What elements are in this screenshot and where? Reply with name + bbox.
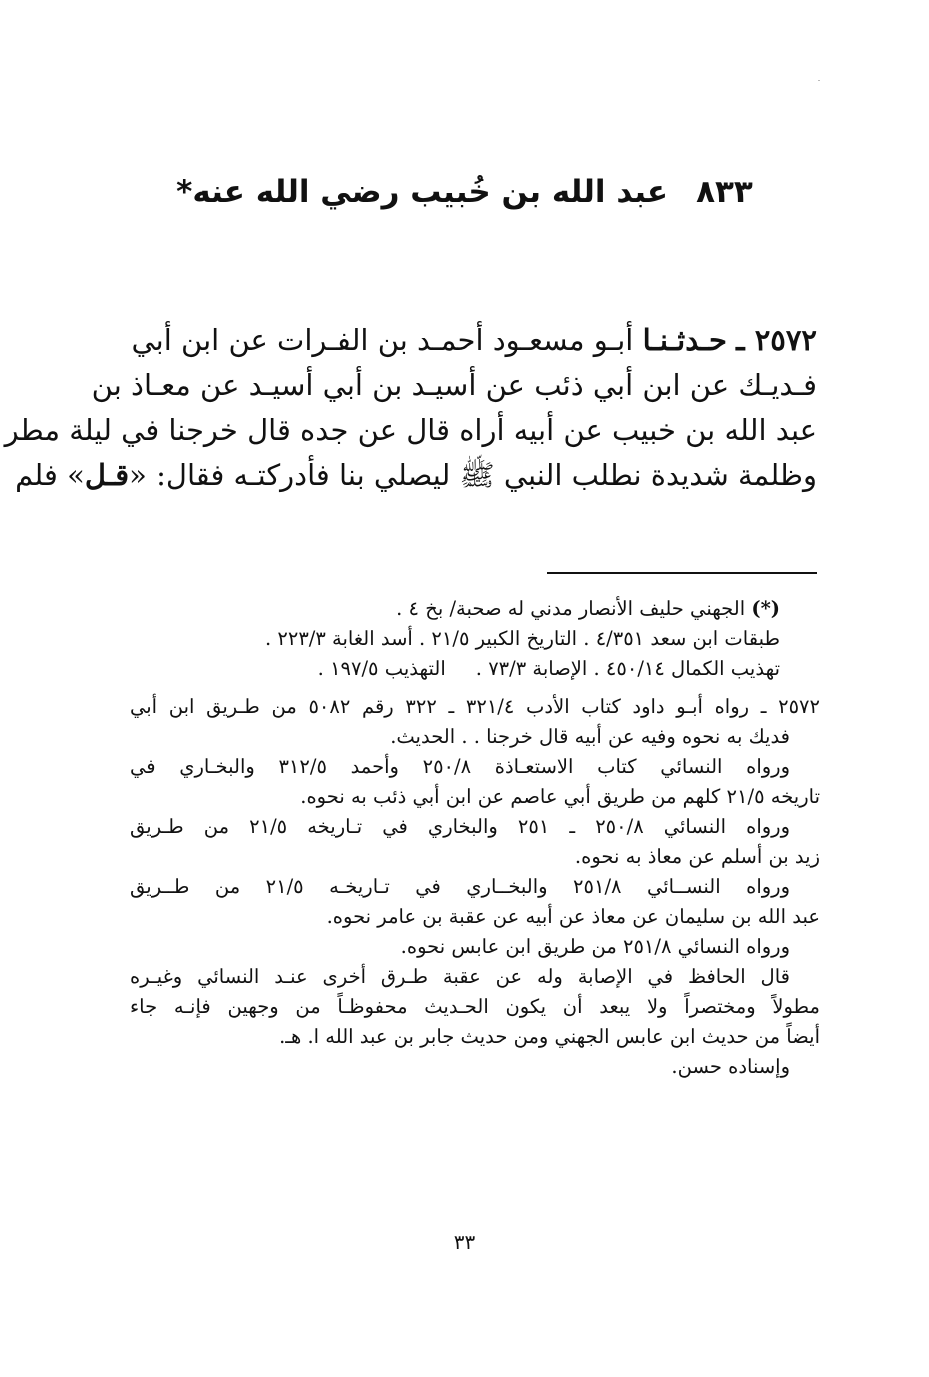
chapter-heading xyxy=(120,170,809,214)
takhrij-line-8: عبد الله بن سليمان عن معاذ عن أبيه عن عقبة بن عامر نحوه. xyxy=(326,905,820,928)
bio-line-3b: التهذيب ١٩٧/٥ . xyxy=(317,657,446,680)
hadith-text xyxy=(4,318,817,498)
chapter-number: ٨٣٣ xyxy=(696,174,753,210)
bio-line-3 xyxy=(130,654,820,684)
bio-line-1 xyxy=(130,594,820,624)
takhrij-line-1: ٢٥٧٢ ـ رواه أبـو داود كتاب الأدب ٣٢١/٤ ـ ٣٢٢ رقم ٥٠٨٢ من طـريق ابن أبي xyxy=(130,695,820,718)
takhrij-line-13: وإسناده حسن. xyxy=(671,1055,790,1078)
hadith-line-4-start: وظلمة شديدة نطلب النبي ﷺ ليصلي بنا فأدركتـه فقال: « xyxy=(129,458,817,492)
takhrij-line-6: زيد بن أسلم عن معاذ به نحوه. xyxy=(574,845,820,868)
takhrij-line-3: ورواه النسائي كتاب الاستعـاذة ٢٥٠/٨ وأحمد ٣١٢/٥ والبخـاري في xyxy=(130,755,790,778)
scan-speck xyxy=(818,80,820,81)
hadith-line-3: عبد الله بن خبيب عن أبيه أراه قال عن جده قال خرجنا في ليلة مطر xyxy=(4,413,817,447)
hadith-line-1-rest: أبـو مسعـود أحمـد بن الفـرات عن ابن أبي xyxy=(131,323,634,357)
footnotes xyxy=(130,594,820,1082)
takhrij-line-12: أيضاً من حديث ابن عابس الجهني ومن حديث جابر بن عبد الله ا. هـ. xyxy=(279,1025,820,1048)
hadith-line-1 xyxy=(133,318,817,363)
bio-line-2: طبقات ابن سعد ٤/٣٥١ . التاريخ الكبير ٢١/٥ . أسد الغابة ٢٢٣/٣ . xyxy=(264,627,780,650)
hadith-line-4-end: » فلم xyxy=(15,458,85,492)
takhrij-line-7: ورواه النســائي ٢٥١/٨ والبخــاري في تـاريخـه ٢١/٥ من طــريق xyxy=(130,875,790,898)
chapter-title: عبد الله بن خُبيب رضي الله عنه* xyxy=(176,174,669,210)
bio-line-1-text: الجهني حليف الأنصار مدني له صحبة/ بخ ٤ . xyxy=(396,597,746,620)
hadith-lead-word: حـدثـنـا xyxy=(642,323,727,357)
takhrij-line-9: ورواه النسائي ٢٥١/٨ من طريق ابن عابس نحوه. xyxy=(400,935,790,958)
hadith-line-2: فـديـك عن ابن أبي ذئب عن أسيـد بن أبي أسيـد عن معـاذ بن xyxy=(91,368,817,402)
takhrij-line-10: قال الحافظ في الإصابة وله عن عقبة طـرق أخرى عنـد النسائي وغيـره xyxy=(130,965,790,988)
bio-line-3a: تهذيب الكمال ٤٥٠/١٤ . الإصابة ٧٣/٣ . xyxy=(475,657,780,680)
takhrij-line-4: تاريخه ٢١/٥ كلهم من طريق أبي عاصم عن ابن أبي ذئب به نحوه. xyxy=(300,785,820,808)
hadith-line-4 xyxy=(15,453,817,498)
hadith-quoted-word: قـل xyxy=(84,458,130,492)
footnote-divider xyxy=(547,572,817,574)
star-mark: (*) xyxy=(751,597,780,620)
page-number: ٣٣ xyxy=(453,1230,476,1254)
takhrij-line-5: ورواه النسائي ٢٥٠/٨ ـ ٢٥١ والبخاري في تـاريخه ٢١/٥ من طـريق xyxy=(130,815,790,838)
hadith-number: ٢٥٧٢ ـ xyxy=(736,323,817,357)
takhrij-line-2: فديك به نحوه وفيه عن أبيه قال خرجنا . . الحديث. xyxy=(390,725,790,748)
takhrij-line-11: مطولاً ومختصراً ولا يبعد أن يكون الحـديث محفوظـاً من وجهين فإنـه جاء xyxy=(130,995,820,1018)
